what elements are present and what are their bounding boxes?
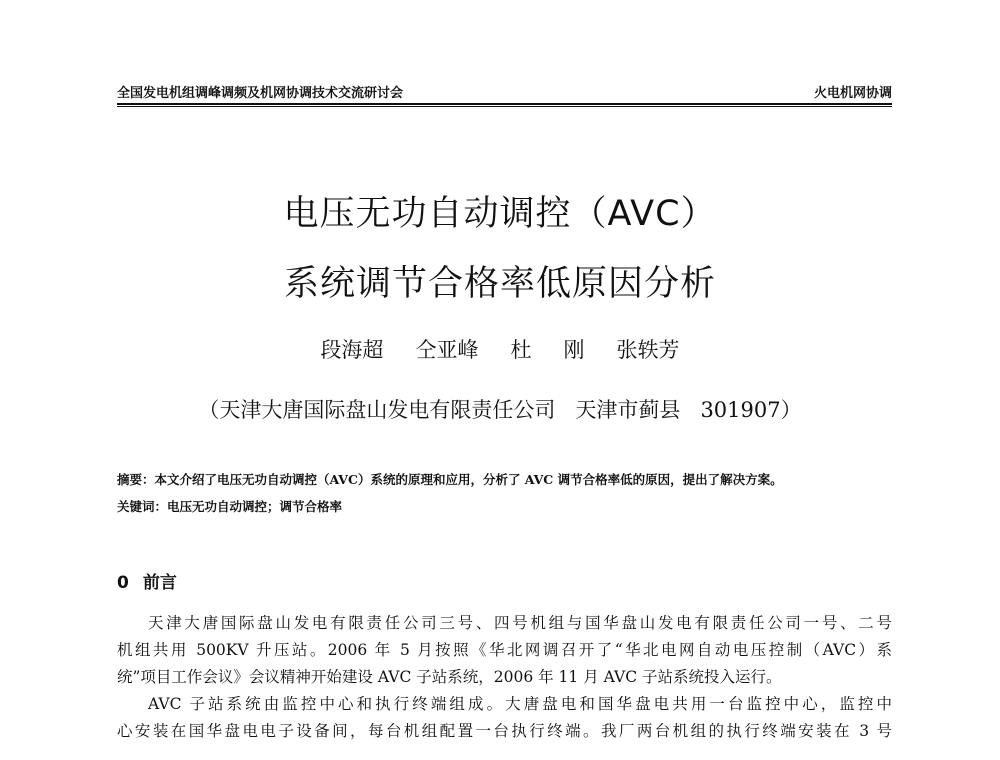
paragraph-line: 心安装在国华盘电电子设备间，每台机组配置一台执行终端。我厂两台机组的执行终端安装在 3 号 xyxy=(117,722,893,740)
section-title: 前言 xyxy=(142,573,177,593)
paragraph-line: 天津大唐国际盘山发电有限责任公司三号、四号机组与国华盘山发电有限责任公司一号、二号 xyxy=(148,614,892,632)
paragraph-line: 机组共用 500KV 升压站。2006 年 5 月按照《华北网调召开了“华北电网自动电压控制（AVC）系 xyxy=(117,641,892,659)
header-rule-thin xyxy=(117,106,892,107)
affiliation: （天津大唐国际盘山发电有限责任公司 天津市蓟县 301907） xyxy=(198,398,802,422)
header-rule xyxy=(117,103,892,105)
section-number: 0 xyxy=(117,573,129,593)
paragraph-line: AVC 子站系统由监控中心和执行终端组成。大唐盘电和国华盘电共用一台监控中心，监控中 xyxy=(148,695,892,713)
paragraph xyxy=(117,610,892,691)
abstract-text: 本文介绍了电压无功自动调控（AVC）系统的原理和应用，分析了 AVC 调节合格率低的原因，提出了解决方案。 xyxy=(154,472,783,487)
paper-title-line-2: 系统调节合格率低原因分析 xyxy=(283,264,716,304)
keywords-text: 电压无功自动调控；调节合格率 xyxy=(167,499,343,514)
author-list: 段海超 仝亚峰 杜 刚 张轶芳 xyxy=(320,338,680,362)
keywords xyxy=(117,497,897,515)
keywords-label: 关键词： xyxy=(117,499,168,514)
paper-title-line-1: 电压无功自动调控（AVC） xyxy=(283,194,717,234)
paragraph-line: 统”项目工作会议》会议精神开始建设 AVC 子站系统，2006 年 11 月 AVC 子站系统投入运行。 xyxy=(117,668,782,686)
section-heading xyxy=(117,568,177,593)
abstract xyxy=(117,470,897,488)
header-section-label: 火电机网协调 xyxy=(813,86,892,101)
paragraph xyxy=(117,691,892,745)
abstract-label: 摘要： xyxy=(117,472,155,487)
header-conference-title: 全国发电机组调峰调频及机网协调技术交流研讨会 xyxy=(117,86,404,101)
running-header xyxy=(117,82,892,104)
